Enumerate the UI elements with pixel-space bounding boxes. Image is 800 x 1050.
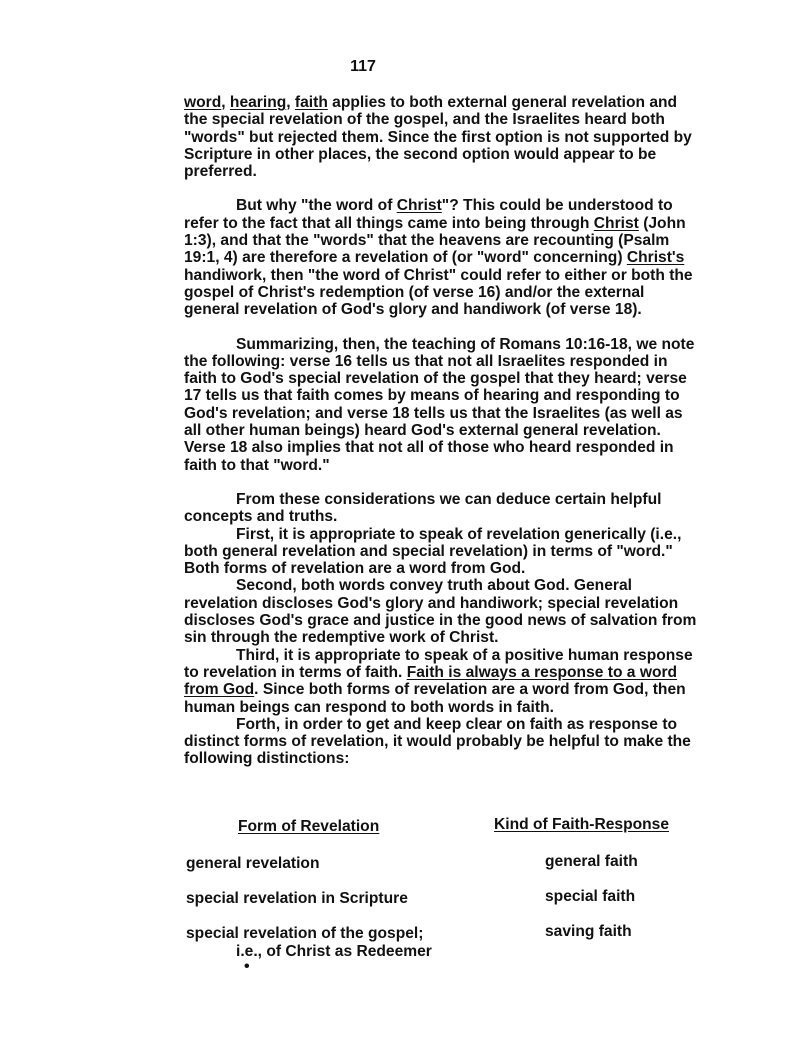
underlined-term: Christ	[396, 197, 442, 215]
underlined-term: Christ's	[626, 249, 685, 267]
underlined-phrase: Faith is always a response to a word from God	[184, 663, 678, 699]
body-text	[184, 94, 704, 768]
paragraph-third: Third, it is appropriate to speak of a positive human response to revelation in terms of faith. Faith is always a response to a word from God. Since both forms of revelation are a word from God, then human beings can respond to both words in faith.	[184, 646, 693, 716]
underlined-term: Christ	[593, 214, 639, 232]
underlined-term: faith	[294, 94, 328, 111]
underlined-term: word	[184, 94, 222, 111]
paragraph-forth: Forth, in order to get and keep clear on faith as response to distinct forms of revelation, it would probably be helpful to make the following distinctions:	[184, 715, 691, 768]
underlined-term: hearing	[229, 94, 287, 111]
paragraph-first: First, it is appropriate to speak of revelation generically (i.e., both general revelation and special revelation) in terms of "word." Both forms of revelation are a word from God.	[184, 525, 682, 578]
paragraph-2: But why "the word of Christ"? This could be understood to refer to the fact that all things came into being through Christ (John 1:3), and that the "words" that the heavens are recounting (Psalm 19:1, 4) are therefore a revelation of (or "word" concerning) Christ's handiwork, then "the word of Christ" could refer to either or both the gospel of Christ's redemption (of verse 16) and/or the external general revelation of God's glory and handiwork (of verse 18).	[184, 197, 693, 319]
column-header-form: Form of Revelation	[238, 818, 380, 835]
document-page: 117 word, hearing, faith applies to both external general revelation and the special revelation of the gospel, and the Israelites heard both "words" but rejected them. Since the first option is not supported by Scripture in other places, the second option would appear to be preferred. But why "the word of Christ"? This could be understood to refer to the fact that all things came into being through Christ (John 1:3), and that the "words" that the heavens are recounting (Psalm 19:1, 4) are therefore a revelation of (or "word" concerning) Christ's handiwork, then "the word of Christ" could refer to either or both the gospel of Christ's redemption (of verse 16) and/or the external general revelation of God's glory and handiwork (of verse 18). Summarizing, then, the teaching of Romans 10:16-18, we note the following: verse 16 tells us that not all Israelites responded in faith to God's special revelation of the gospel that they heard; verse 17 tells us that faith comes by means of hearing and responding to God's revelation; and verse 18 tells us that the Israelites (as well as all other human beings) heard God's external general revelation. Verse 18 also implies that not all of those who heard responded in faith to that "word." From these considerations we can deduce certain helpful concepts and truths. First, it is appropriate to speak of revelation generically (i.e., both general revelation and special revelation) in terms of "word." Both forms of revelation are a word from God. Second, both words convey truth about God. General revelation discloses God's glory and handiwork; special revelation discloses God's grace and justice in the good news of salvation from sin through the redemptive work of Christ. Third, it is appropriate to speak of a positive human response to revelation in terms of faith. Faith is always a response to a word from God. Since both forms of revelation are a word from God, then human beings can respond to both words in faith. Forth, in order to get and keep clear on faith as response to distinct forms of revelation, it would probably be helpful to make the following distinctions: Form of Revelation Kind of Faith-Response general revelation general faith special revelation in Scripture special faith special revelation of the gospel; saving faith i.e., of Christ as Redeemer •	[0, 0, 800, 1050]
page-number: 117	[350, 58, 376, 75]
column-header-kind: Kind of Faith-Response	[494, 816, 669, 833]
bullet-mark: •	[244, 958, 250, 975]
paragraph-4: From these considerations we can deduce certain helpful concepts and truths.	[184, 490, 662, 526]
paragraph-1: word, hearing, faith applies to both external general revelation and the special revelation of the gospel, and the Israelites heard both "words" but rejected them. Since the first option is not supported by Scripture in other places, the second option would appear to be preferred.	[184, 94, 692, 181]
paragraph-second: Second, both words convey truth about God. General revelation discloses God's glory and handiwork; special revelation discloses God's grace and justice in the good news of salvation from sin through the redemptive work of Christ.	[184, 577, 697, 647]
paragraph-3: Summarizing, then, the teaching of Romans 10:16-18, we note the following: verse 16 tells us that not all Israelites responded in faith to God's special revelation of the gospel that they heard; verse 17 tells us that faith comes by means of hearing and responding to God's revelation; and verse 18 tells us that the Israelites (as well as all other human beings) heard God's external general revelation. Verse 18 also implies that not all of those who heard responded in faith to that "word."	[184, 335, 695, 474]
